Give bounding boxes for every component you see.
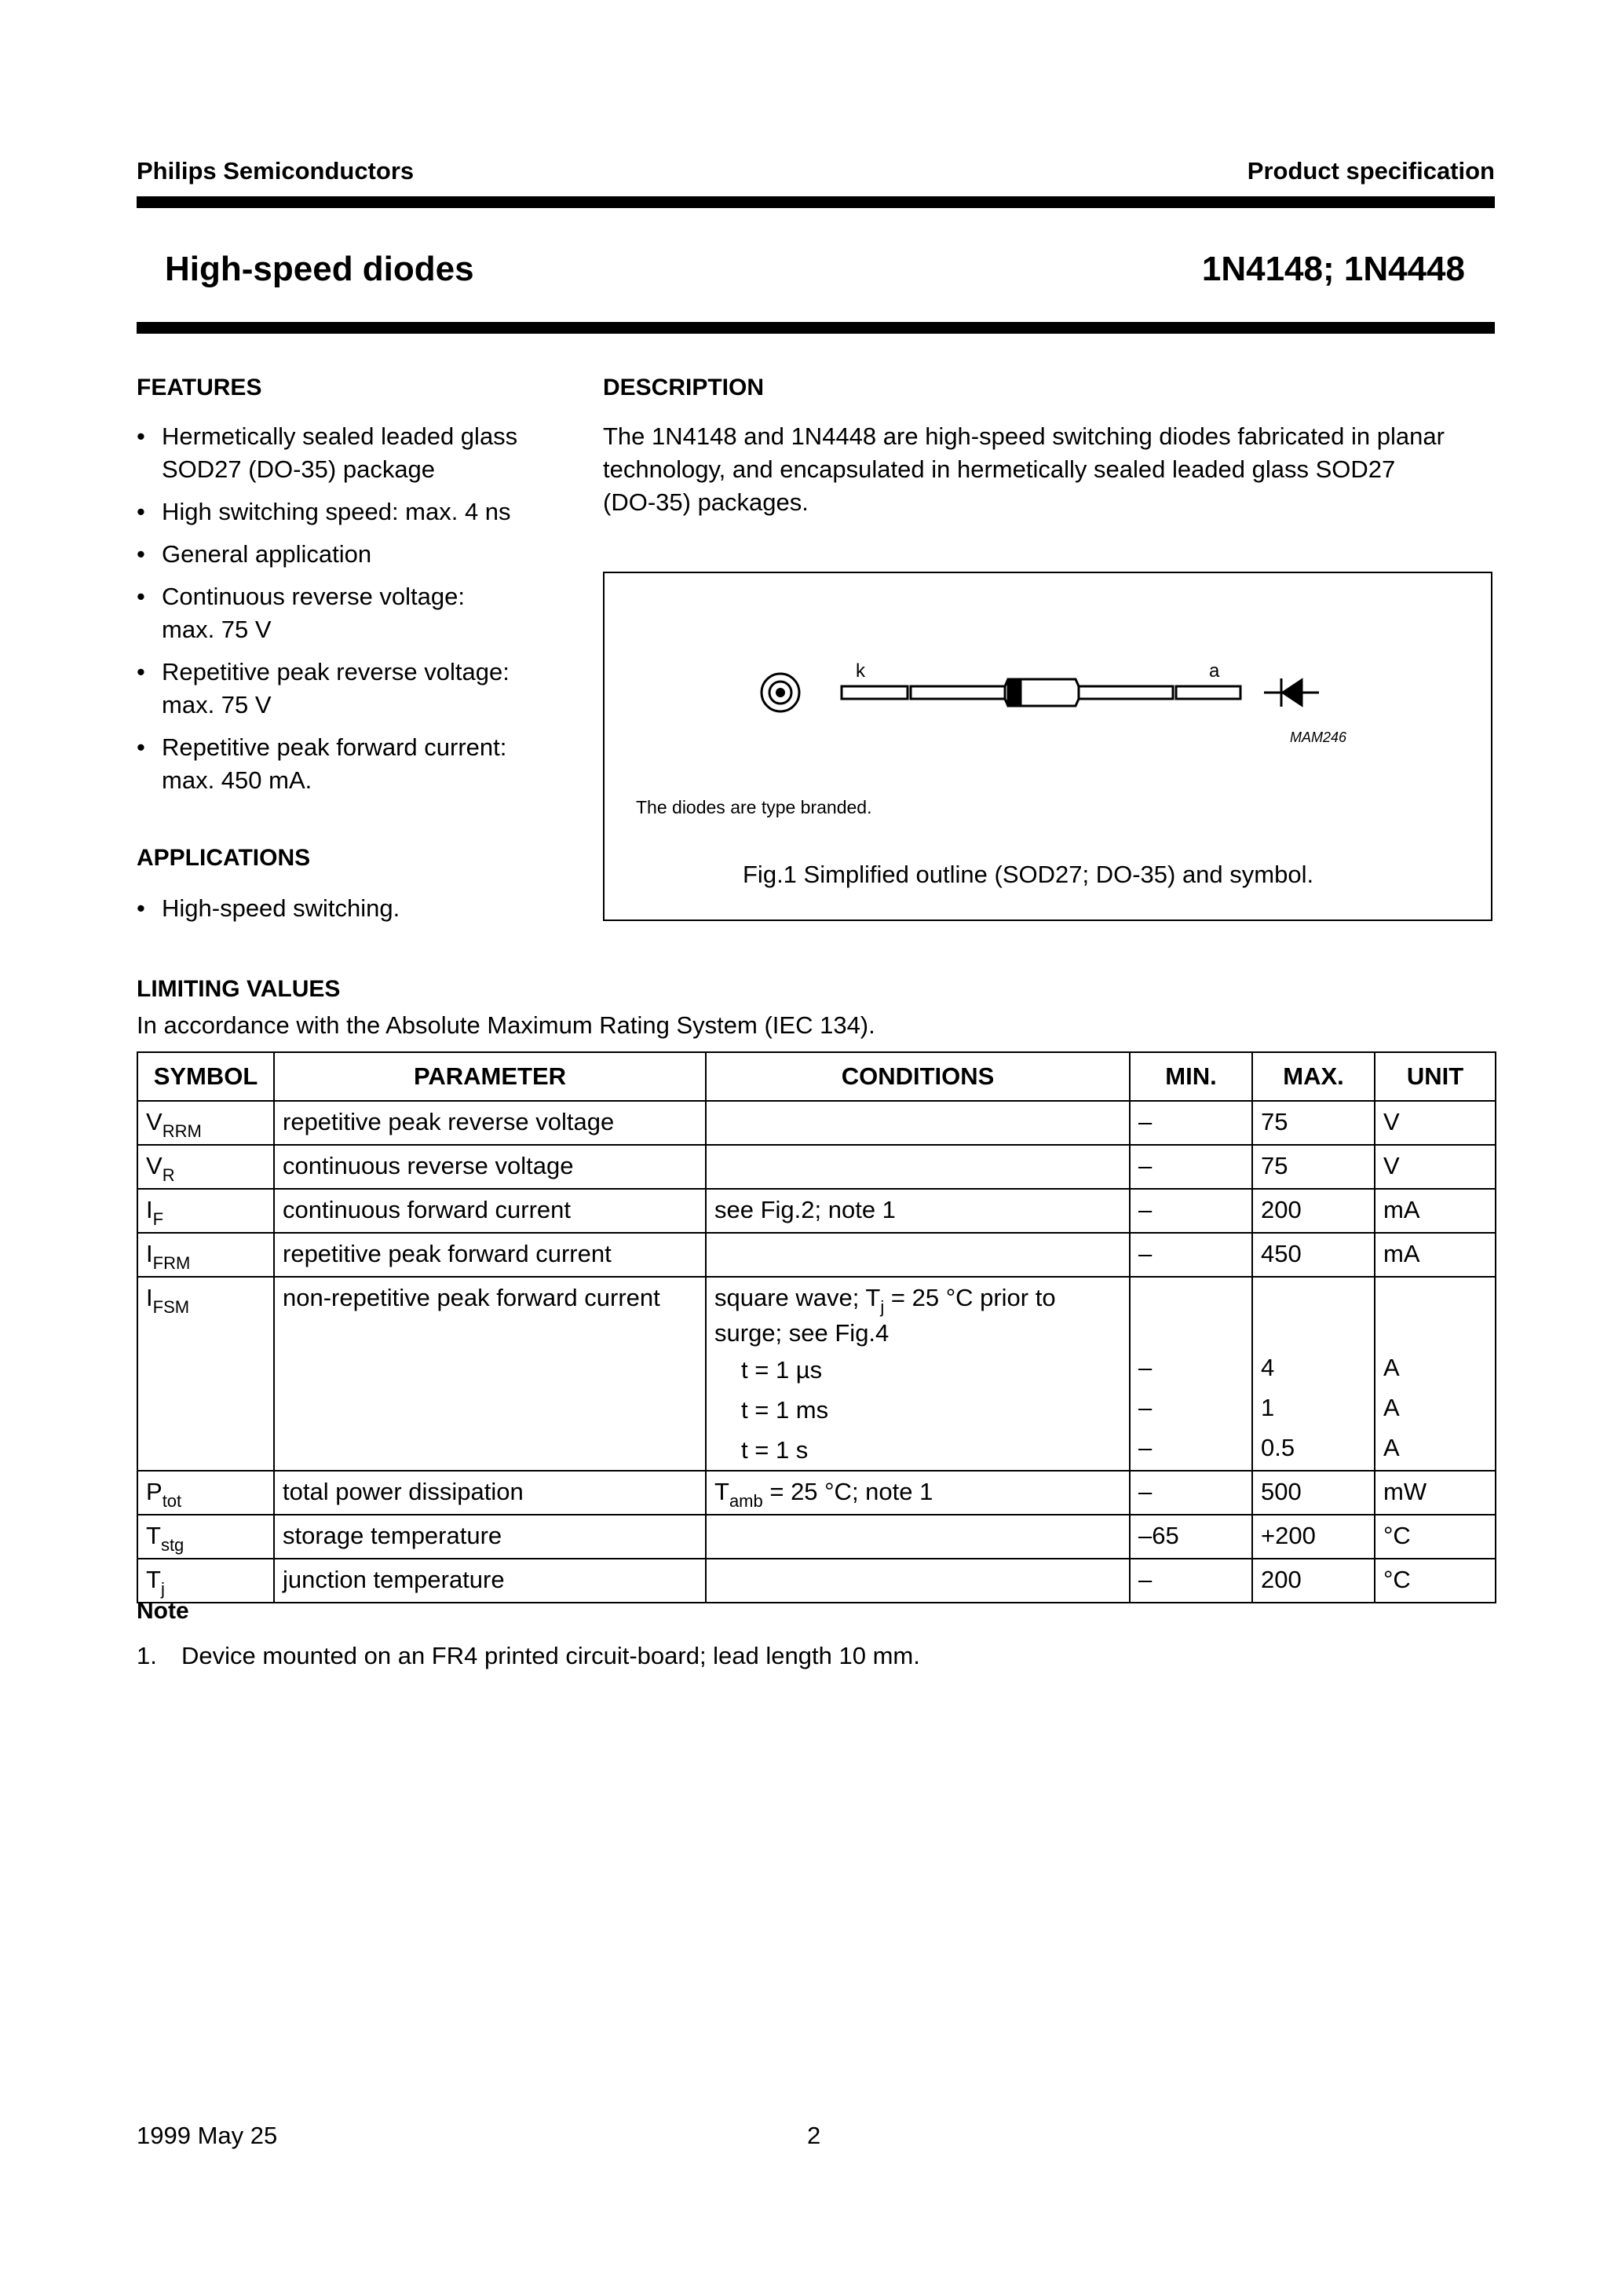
min-cell: – <box>1130 1559 1252 1603</box>
max-cell: 450 <box>1252 1233 1375 1277</box>
conditions-cell: $T_{amb} = 25$ °C; note 1 <box>706 1471 1130 1515</box>
max-cell: 75 <box>1252 1145 1375 1189</box>
max-cell: 75 <box>1252 1101 1375 1145</box>
description-text: The 1N4148 and 1N4448 are high-speed switching diodes fabricated in planar technology, and encapsulated in hermetically sealed leaded glass SOD27 (DO-35) packages. <box>603 422 1445 516</box>
table-row <box>137 1145 1496 1189</box>
conditions-cell: see Fig.2; note 1 <box>706 1189 1130 1233</box>
page-number: 2 <box>807 2122 821 2149</box>
min-cell: –65 <box>1130 1515 1252 1559</box>
col-unit: UNIT <box>1375 1052 1496 1101</box>
min-cell: – <box>1130 1233 1252 1277</box>
table-row <box>137 1559 1496 1603</box>
min-cell: – <box>1130 1189 1252 1233</box>
symbol-cell: $I_F$ <box>137 1189 274 1233</box>
conditions-cell <box>706 1559 1130 1603</box>
diode-outline-figure <box>605 573 1491 919</box>
unit-cell: V <box>1375 1101 1496 1145</box>
min-cell: – <box>1130 1101 1252 1145</box>
col-conditions: CONDITIONS <box>706 1052 1130 1101</box>
applications-list <box>137 892 576 934</box>
features-heading: FEATURES <box>137 375 262 400</box>
symbol-cell: $V_{RRM}$ <box>137 1101 274 1145</box>
parameter-cell: continuous reverse voltage <box>274 1145 706 1189</box>
parameter-cell: continuous forward current <box>274 1189 706 1233</box>
col-symbol: SYMBOL <box>137 1052 274 1101</box>
unit-cell: °C <box>1375 1515 1496 1559</box>
parameter-cell: non-repetitive peak forward current <box>274 1277 706 1471</box>
symbol-cell: $I_{FRM}$ <box>137 1233 274 1277</box>
conditions-cell <box>706 1233 1130 1277</box>
features-list <box>137 420 576 806</box>
symbol-cell: $P_{tot}$ <box>137 1471 274 1515</box>
list-item: • General application <box>137 538 576 571</box>
applications-heading: APPLICATIONS <box>137 845 311 871</box>
col-min: MIN. <box>1130 1052 1252 1101</box>
diode-package-outline <box>842 679 1240 706</box>
list-item: • Hermetically sealed leaded glass SOD27 (DO-35) package <box>137 420 576 486</box>
note-text: Device mounted on an FR4 printed circuit-board; lead length 10 mm. <box>181 1642 920 1669</box>
footer-date: 1999 May 25 <box>137 2122 278 2149</box>
parameter-cell: storage temperature <box>274 1515 706 1559</box>
parameter-cell: junction temperature <box>274 1559 706 1603</box>
list-item: • High switching speed: max. 4 ns <box>137 495 576 528</box>
symbol-cell: $T_{stg}$ <box>137 1515 274 1559</box>
company-name: Philips Semiconductors <box>137 157 415 185</box>
page-title: High-speed diodes <box>165 250 474 288</box>
unit-cell: V <box>1375 1145 1496 1189</box>
min-cell: – <box>1130 1471 1252 1515</box>
min-cell: – <box>1130 1145 1252 1189</box>
description-heading: DESCRIPTION <box>603 375 765 400</box>
table-row <box>137 1189 1496 1233</box>
table-row <box>137 1101 1496 1145</box>
max-cell: 200 <box>1252 1189 1375 1233</box>
symbol-cell: $V_R$ <box>137 1145 274 1189</box>
figure-code: MAM246 <box>1290 729 1347 745</box>
conditions-cell <box>706 1101 1130 1145</box>
table-row <box>137 1277 1496 1471</box>
part-number: 1N4148; 1N4448 <box>1201 250 1465 288</box>
limiting-values-heading: LIMITING VALUES <box>137 976 341 1002</box>
anode-label: a <box>1209 660 1220 682</box>
unit-cell: mA <box>1375 1189 1496 1233</box>
conditions-cell <box>706 1145 1130 1189</box>
table-row <box>137 1233 1496 1277</box>
end-view-icon <box>762 674 799 711</box>
cathode-label: k <box>856 660 865 682</box>
title-rule <box>137 322 1495 334</box>
document-type: Product specification <box>1247 157 1495 185</box>
limiting-values-table <box>137 1051 1496 1603</box>
unit-cell: A A A <box>1375 1277 1496 1471</box>
table-header-row <box>137 1052 1496 1101</box>
figure-note: The diodes are type branded. <box>636 797 872 817</box>
list-item: • High-speed switching. <box>137 892 576 925</box>
max-cell: 500 <box>1252 1471 1375 1515</box>
note-number: 1. <box>137 1642 157 1669</box>
parameter-cell: repetitive peak reverse voltage <box>274 1101 706 1145</box>
note-heading: Note <box>137 1598 189 1624</box>
parameter-cell: repetitive peak forward current <box>274 1233 706 1277</box>
min-cell: – – – <box>1130 1277 1252 1471</box>
max-cell: 200 <box>1252 1559 1375 1603</box>
max-cell: +200 <box>1252 1515 1375 1559</box>
table-row <box>137 1515 1496 1559</box>
figure-caption: Fig.1 Simplified outline (SOD27; DO-35) and symbol. <box>743 861 1314 888</box>
parameter-cell: total power dissipation <box>274 1471 706 1515</box>
list-item: • Repetitive peak forward current: max. 450 mA. <box>137 731 576 797</box>
table-row <box>137 1471 1496 1515</box>
limiting-values-intro: In accordance with the Absolute Maximum Rating System (IEC 134). <box>137 1011 875 1039</box>
list-item: • Repetitive peak reverse voltage: max. 75 V <box>137 656 576 722</box>
col-parameter: PARAMETER <box>274 1052 706 1101</box>
max-cell: 4 1 0.5 <box>1252 1277 1375 1471</box>
symbol-cell: $T_j$ <box>137 1559 274 1603</box>
diode-symbol-icon <box>1264 678 1319 707</box>
symbol-cell: $I_{FSM}$ <box>137 1277 274 1471</box>
top-rule <box>137 196 1495 208</box>
conditions-cell <box>706 1515 1130 1559</box>
list-item: • Continuous reverse voltage: max. 75 V <box>137 580 576 646</box>
conditions-cell: square wave; $T_j = 25$ °C prior to surge; see Fig.4 t = 1 µs t = 1 ms t = 1 s <box>706 1277 1130 1471</box>
unit-cell: °C <box>1375 1559 1496 1603</box>
col-max: MAX. <box>1252 1052 1375 1101</box>
figure-box <box>603 572 1492 921</box>
unit-cell: mA <box>1375 1233 1496 1277</box>
unit-cell: mW <box>1375 1471 1496 1515</box>
